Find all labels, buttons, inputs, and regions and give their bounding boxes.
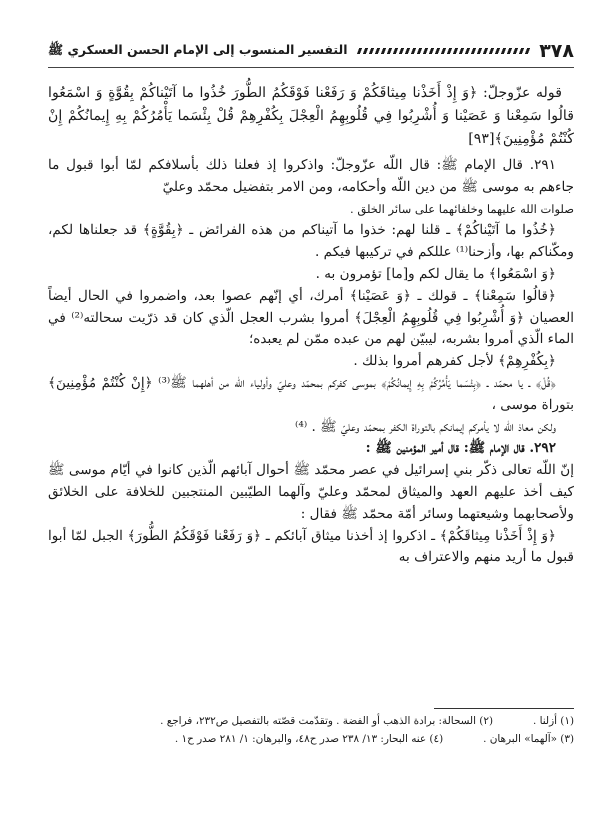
header-rule (48, 67, 574, 68)
paragraph-qalu: ﴿قالُوا سَمِعْنا﴾ ـ قولك ـ ﴿وَ عَصَيْنا﴾ أمرك، أي إنّهم عصوا بعد، واضمروا في الحال أيضاً العصيان ﴿وَ أُشْرِبُوا فِي قُلُوبِهِمُ الْعِجْلَ﴾ أمروا بشرب العجل الّذي كان قد ذرّيت سحالته⁽²⁾ في الماء الّذي أمروا بشربه، ليبيّن لهم من عبده ممّن لم يعبده؛ (48, 287, 574, 348)
footnote-rule (434, 708, 574, 709)
paragraph-qul: ﴿قُلْ﴾ ـ يا محمّد ـ ﴿بِئْسَما يَأْمُرُكُمْ بِهِ إِيمانُكُمْ﴾ بموسى كفركم بمحمّد وعليّ وأولياء اللّه من أهلهما ﷺ⁽³⁾ ﴿إِنْ كُنْتُمْ مُؤْمِنِينَ﴾ بتوراة موسى ، (48, 374, 574, 413)
verse-quote: قوله عزّوجلّ: ﴿وَ إِذْ أَخَذْنا مِيثاقَكُمْ وَ رَفَعْنا فَوْقَكُمُ الطُّورَ خُذُوا ما آتَيْناكُمْ بِقُوَّةٍ وَ اسْمَعُوا قالُوا سَمِعْنا وَ عَصَيْنا وَ أُشْرِبُوا فِي قُلُوبِهِمُ الْعِجْلَ بِكُفْرِهِمْ قُلْ بِئْسَما يَأْمُرُكُمْ بِهِ إِيمانُكُمْ إِنْ كُنْتُمْ مُؤْمِنِينَ﴾[٩٣] (48, 85, 574, 147)
header-ornament (356, 48, 530, 54)
paragraph-salutation: صلوات الله عليهما وخلفائهما على سائر الخلق . (350, 201, 574, 216)
footnote-2: (٢) السحالة: برادة الذهب أو الفضة . وتقدّمت قصّته بالتفصيل ص٢٣٢، فراجع . (160, 715, 493, 727)
page-number: ٣٧٨ (539, 40, 574, 62)
paragraph-bikufrihim: ﴿بِكُفْرِهِمْ﴾ لأجل كفرهم أمروا بذلك . (353, 353, 556, 370)
footnote-4: (٤) عنه البحار: ١٣/ ٢٣٨ صدر ح٤٨، والبرهان: ١/ ٢٨١ صدر ح١ . (174, 733, 444, 745)
running-title: التفسير المنسوب إلى الإمام الحسن العسكري ﷺ (48, 41, 348, 57)
paragraph-inna-allah: إنّ اللّه تعالى ذكّر بني إسرائيل في عصر محمّد ﷺ أحوال آبائهم الّذين كانوا في أيّام موسى ﷺ كيف أخذ عليهم العهد والميثاق لمحمّد وعليّ وآلهما الطيّبين المنتجبين للخلافة على الخلائق ولأصحابهما وشيعتهما وسائر أمّة محمّد ﷺ فقال : (48, 462, 574, 522)
footnote-3: (٣) «آلهما» البرهان . (483, 733, 574, 745)
paragraph-isma-u: ﴿وَ اسْمَعُوا﴾ ما يقال لكم و[ما] تؤمرون به . (315, 265, 556, 282)
paragraph-wa-idh: ﴿وَ إِذْ أَخَذْنا مِيثاقَكُمْ﴾ ـ اذكروا إذ أخذنا ميثاق آبائكم ـ ﴿وَ رَفَعْنا فَوْقَكُمُ الطُّورَ﴾ الجبل لمّا أبوا قبول ما أريد منهم والاعتراف به (48, 527, 574, 566)
paragraph-291: ٢٩١. قال الإمام ﷺ: قال اللّه عزّوجلّ: واذكروا إذ فعلنا ذلك بأسلافكم لمّا أبوا قبول ما جاءهم به موسى ﷺ من دين اللّه وأحكامه، ومن الامر بتفضيل محمّد وعليّ (48, 157, 574, 195)
paragraph-292: ٢٩٢. قال الإمام ﷺ: قال أمير المؤمنين ﷺ : (365, 440, 556, 457)
footnote-1: (١) أزلنا . (533, 715, 574, 727)
page (48, 0, 574, 830)
main-text (48, 82, 574, 569)
paragraph-maadh: ولكن معاذ اللّه لا يأمركم إيمانكم بالتوراة الكفر بمحمّد وعليّ ﷺ . ⁽⁴⁾ (295, 418, 556, 435)
footnotes (48, 712, 574, 748)
paragraph-khudhu: ﴿خُذُوا ما آتَيْناكُمْ﴾ ـ قلنا لهم: خذوا ما آتيناكم من هذه الفرائض ـ ﴿بِقُوَّةٍ﴾ قد جعلناها لكم، ومكّناكم بها، وأزحنا⁽¹⁾ عللكم في تركيبها فيكم . (48, 222, 574, 261)
running-header (48, 38, 574, 64)
